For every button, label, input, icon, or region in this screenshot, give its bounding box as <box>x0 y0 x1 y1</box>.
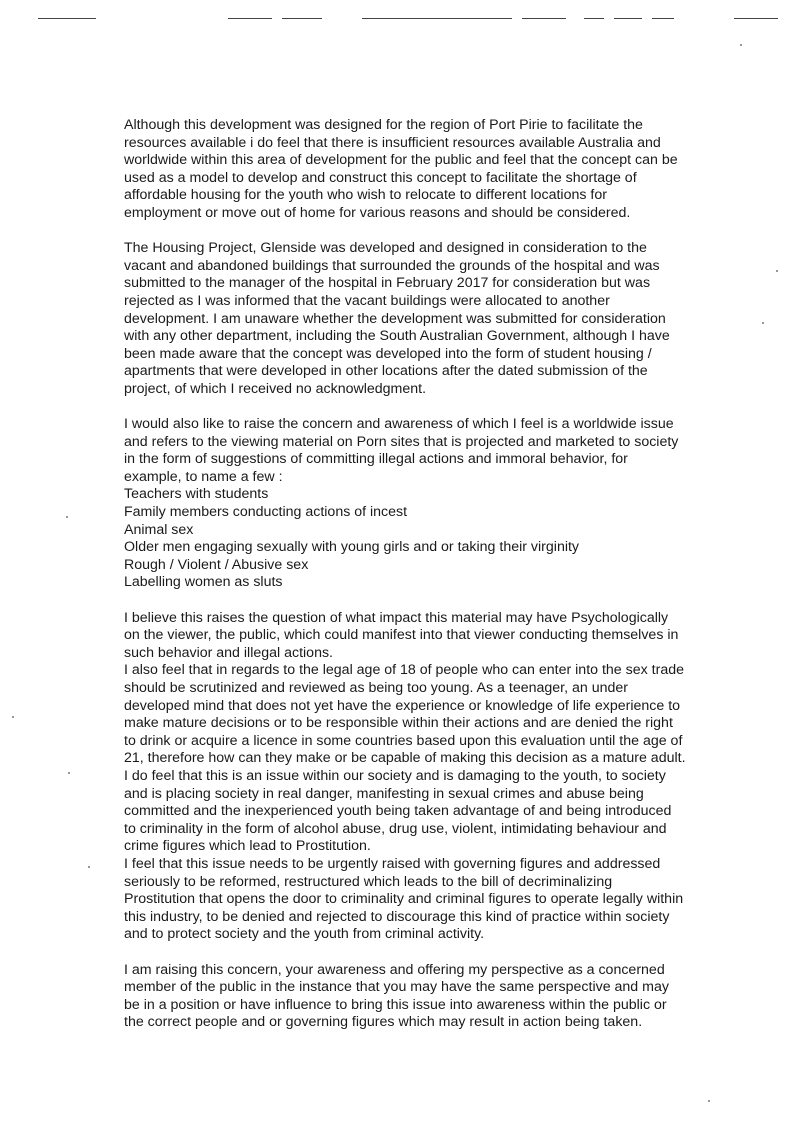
text-line: rejected as I was informed that the vacant buildings were allocated to another <box>124 292 610 309</box>
letter-body <box>124 117 724 1032</box>
header-rule <box>228 18 272 19</box>
text-line: member of the public in the instance that you may have the same perspective and may <box>124 979 669 996</box>
scan-speck <box>66 516 68 518</box>
list-line: Labelling women as sluts <box>124 574 283 591</box>
header-rule <box>522 18 566 19</box>
text-line: vacant and abandoned buildings that surrounded the grounds of the hospital and was <box>124 257 660 274</box>
text-line: and refers to the viewing material on Porn sites that is projected and marketed to society <box>124 433 679 450</box>
text-line: committed and the inexperienced youth being taken advantage of and being introduced <box>124 803 672 820</box>
header-rule <box>282 18 322 19</box>
text-line: to criminality in the form of alcohol abuse, drug use, violent, intimidating behaviour and <box>124 820 667 837</box>
text-line: the correct people and or governing figures which may result in action being taken. <box>124 1014 643 1031</box>
text-line: I feel that this issue needs to be urgently raised with governing figures and addressed <box>124 855 661 872</box>
header-rule <box>652 18 674 19</box>
text-line: such behavior and illegal actions. <box>124 644 334 661</box>
text-line: developed mind that does not yet have the experience or knowledge of life experience to <box>124 697 681 714</box>
header-rule <box>614 18 642 19</box>
text-line: make mature decisions or to be responsible within their actions and are denied the right <box>124 715 673 732</box>
text-line: 21, therefore how can they make or be capable of making this decision as a mature adult. <box>124 750 686 767</box>
scan-speck <box>740 44 742 46</box>
list-line: Family members conducting actions of incest <box>124 504 408 521</box>
text-line: and is placing society in real danger, manifesting in sexual crimes and abuse being <box>124 785 644 802</box>
text-line: I would also like to raise the concern and awareness of which I feel is a worldwide issue <box>124 416 674 433</box>
text-line: example, to name a few : <box>124 468 283 485</box>
scan-speck <box>68 772 70 774</box>
text-line: I believe this raises the question of what impact this material may have Psychologically <box>124 609 669 626</box>
header-rule <box>38 18 96 19</box>
text-line: on the viewer, the public, which could manifest into that viewer conducting themselves in <box>124 627 679 644</box>
text-line: been made aware that the concept was developed into the form of student housing / <box>124 345 652 362</box>
scan-speck <box>708 1100 710 1102</box>
text-line: resources available i do feel that there is insufficient resources available Australia and <box>124 134 661 151</box>
list-line: Animal sex <box>124 521 194 538</box>
text-line: I do feel that this is an issue within our society and is damaging to the youth, to society <box>124 767 666 784</box>
scan-speck <box>12 716 14 718</box>
text-line: and to protect society and the youth from criminal activity. <box>124 926 485 943</box>
text-line: worldwide within this area of development for the public and feel that the concept can be <box>124 152 678 169</box>
text-line: crime figures which lead to Prostitution. <box>124 838 371 855</box>
header-rule <box>362 18 512 19</box>
text-line: project, of which I received no acknowledgment. <box>124 380 427 397</box>
scan-speck <box>88 866 90 868</box>
text-line: submitted to the manager of the hospital in February 2017 for consideration but was <box>124 275 651 292</box>
text-line: Although this development was designed for the region of Port Pirie to facilitate the <box>124 117 643 133</box>
text-line: seriously to be reformed, restructured which leads to the bill of decriminalizing <box>124 873 613 890</box>
text-line: affordable housing for the youth who wish to relocate to different locations for <box>124 187 607 204</box>
text-line: be in a position or have influence to bring this issue into awareness within the public or <box>124 996 667 1013</box>
scan-speck <box>776 270 778 272</box>
text-line: employment or move out of home for various reasons and should be considered. <box>124 204 631 221</box>
text-line: I also feel that in regards to the legal age of 18 of people who can enter into the sex trade <box>124 662 684 679</box>
text-line: with any other department, including the South Australian Government, although I have <box>124 328 670 345</box>
text-line: The Housing Project, Glenside was developed and designed in consideration to the <box>124 240 647 257</box>
text-line: used as a model to develop and construct this concept to facilitate the shortage of <box>124 169 637 186</box>
text-line: in the form of suggestions of committing illegal actions and immoral behavior, for <box>124 451 628 468</box>
list-line: Older men engaging sexually with young girls and or taking their virginity <box>124 539 580 556</box>
header-rule <box>584 18 604 19</box>
header-rule <box>734 18 778 19</box>
list-line: Teachers with students <box>124 486 269 503</box>
text-line: should be scrutinized and reviewed as being too young. As a teenager, an under <box>124 680 629 696</box>
text-line: Prostitution that opens the door to criminality and criminal figures to operate legally within <box>124 891 684 908</box>
text-line: to drink or acquire a licence in some countries based upon this evaluation until the age of <box>124 732 683 749</box>
scan-speck <box>762 322 764 324</box>
text-line: apartments that were developed in other locations after the dated submission of the <box>124 363 648 380</box>
text-line: this industry, to be denied and rejected to discourage this kind of practice within society <box>124 908 670 925</box>
text-line: I am raising this concern, your awareness and offering my perspective as a concerned <box>124 961 665 978</box>
list-line: Rough / Violent / Abusive sex <box>124 556 309 573</box>
text-line: development. I am unaware whether the development was submitted for consideration <box>124 310 666 327</box>
